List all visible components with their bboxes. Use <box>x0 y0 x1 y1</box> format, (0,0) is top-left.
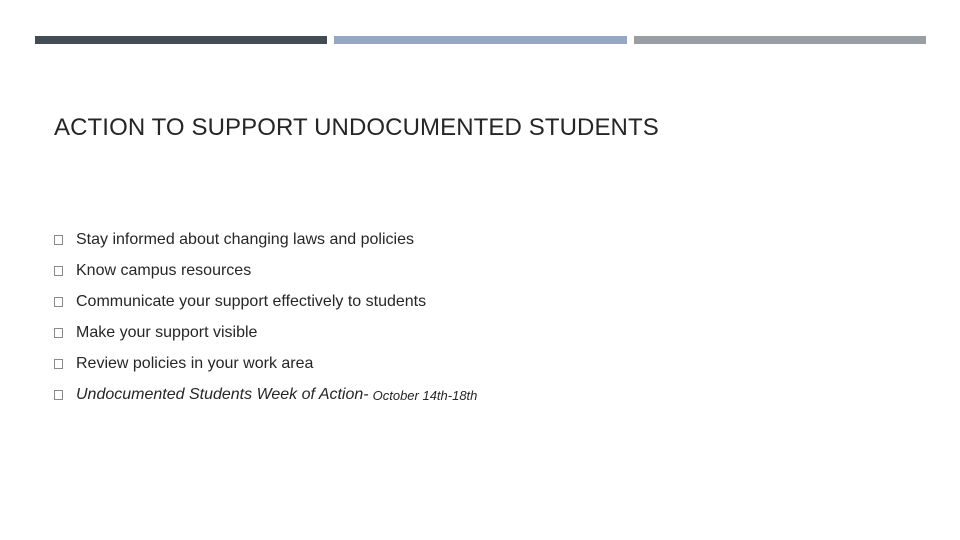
list-item <box>54 317 477 348</box>
bullet-text: Communicate your support effectively to students <box>76 292 427 310</box>
square-bullet-icon <box>54 359 63 369</box>
week-of-action-date: October 14th-18th <box>372 388 478 403</box>
square-bullet-icon <box>54 235 63 245</box>
bullet-list <box>54 224 477 410</box>
top-bar-gray <box>634 36 926 44</box>
list-item <box>54 224 477 255</box>
list-item-week-of-action <box>54 379 477 410</box>
bullet-text: Make your support visible <box>76 323 258 341</box>
bullet-text: Know campus resources <box>76 261 252 279</box>
list-item <box>54 286 477 317</box>
top-bar-dark <box>35 36 327 44</box>
list-item <box>54 348 477 379</box>
top-bar-blue <box>334 36 626 44</box>
bullet-text: Stay informed about changing laws and policies <box>76 230 414 248</box>
square-bullet-icon <box>54 266 63 276</box>
week-of-action-label: Undocumented Students Week of Action- <box>76 385 369 403</box>
square-bullet-icon <box>54 390 63 400</box>
slide-title: ACTION TO SUPPORT UNDOCUMENTED STUDENTS <box>54 114 659 141</box>
decorative-top-bars <box>35 36 926 44</box>
square-bullet-icon <box>54 328 63 338</box>
square-bullet-icon <box>54 297 63 307</box>
list-item <box>54 255 477 286</box>
bullet-text: Review policies in your work area <box>76 354 314 372</box>
